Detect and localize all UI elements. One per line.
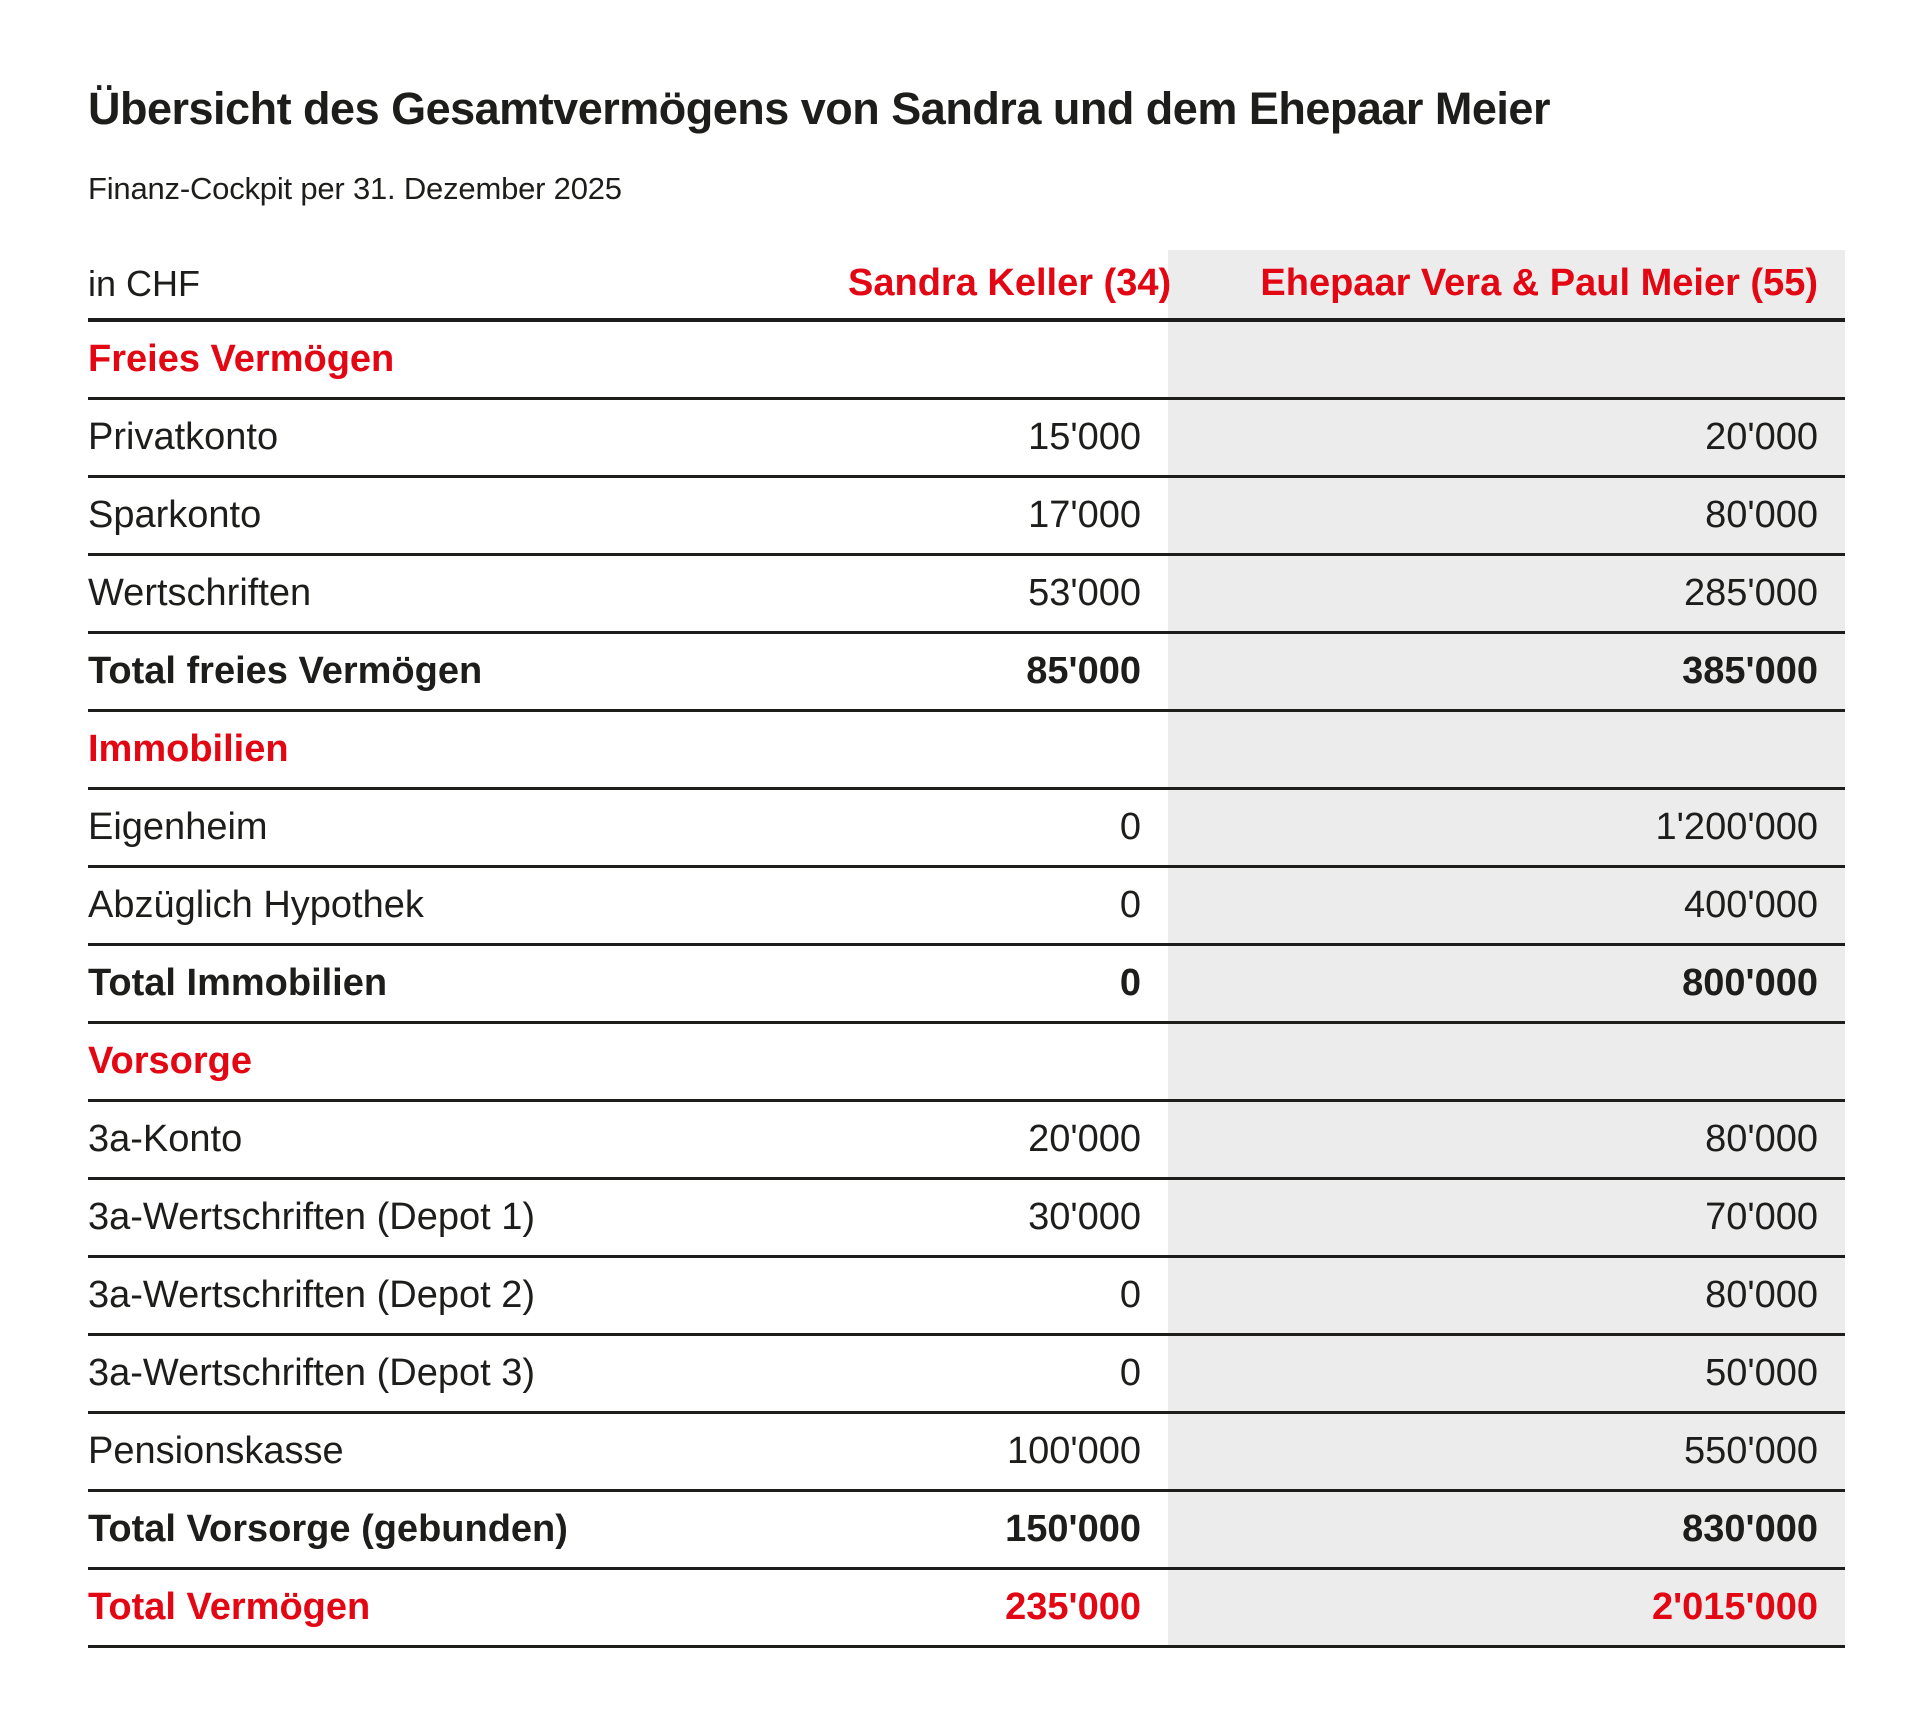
row-label: Total freies Vermögen	[88, 649, 483, 692]
row-label: Total Vorsorge (gebunden)	[88, 1507, 568, 1550]
row-label: Privatkonto	[88, 415, 279, 458]
value-ehepaar: 80'000	[1705, 1117, 1818, 1160]
table-row-total	[88, 1492, 1845, 1570]
value-ehepaar: 285'000	[1683, 571, 1818, 614]
row-label: 3a-Wertschriften (Depot 3)	[88, 1351, 536, 1394]
value-sandra: 17'000	[1028, 493, 1141, 536]
table-row-grand_total	[88, 1570, 1845, 1648]
table-row-data	[88, 556, 1845, 634]
column-header-ehepaar: Ehepaar Vera & Paul Meier (55)	[1260, 262, 1818, 305]
value-sandra: 0	[1119, 883, 1141, 926]
value-ehepaar: 80'000	[1705, 493, 1818, 536]
table-row-total	[88, 634, 1845, 712]
asset-table-body	[88, 250, 1845, 1648]
row-label: Freies Vermögen	[88, 337, 395, 380]
value-ehepaar: 830'000	[1682, 1507, 1818, 1550]
value-sandra: 235'000	[1005, 1585, 1141, 1628]
table-row-data	[88, 478, 1845, 556]
row-label: Eigenheim	[88, 805, 268, 848]
value-ehepaar: 20'000	[1705, 415, 1818, 458]
table-row-section	[88, 1024, 1845, 1102]
value-ehepaar: 2'015'000	[1651, 1585, 1818, 1628]
value-sandra: 150'000	[1005, 1507, 1141, 1550]
row-label: Abzüglich Hypothek	[88, 883, 424, 926]
table-row-data	[88, 1180, 1845, 1258]
value-sandra: 85'000	[1026, 649, 1141, 692]
table-row-data	[88, 400, 1845, 478]
table-header-row	[88, 250, 1845, 322]
value-sandra: 100'000	[1006, 1429, 1141, 1472]
value-ehepaar: 385'000	[1682, 649, 1818, 692]
value-ehepaar: 50'000	[1705, 1351, 1818, 1394]
value-sandra: 20'000	[1028, 1117, 1141, 1160]
table-row-data	[88, 1258, 1845, 1336]
row-label: Immobilien	[88, 727, 289, 770]
table-row-data	[88, 868, 1845, 946]
page-title: Übersicht des Gesamtvermögens von Sandra und dem Ehepaar Meier	[88, 83, 1550, 134]
asset-overview-table	[88, 250, 1845, 1648]
row-label: Total Immobilien	[88, 961, 388, 1004]
value-sandra: 0	[1119, 1273, 1141, 1316]
value-ehepaar: 800'000	[1682, 961, 1818, 1004]
page-subtitle: Finanz-Cockpit per 31. Dezember 2025	[88, 171, 622, 206]
row-label: 3a-Konto	[88, 1117, 243, 1160]
value-ehepaar: 1'200'000	[1655, 805, 1818, 848]
row-label: Sparkonto	[88, 493, 262, 536]
value-sandra: 15'000	[1028, 415, 1141, 458]
value-ehepaar: 70'000	[1705, 1195, 1818, 1238]
table-row-data	[88, 1414, 1845, 1492]
table-row-data	[88, 790, 1845, 868]
table-row-section	[88, 322, 1845, 400]
row-label: 3a-Wertschriften (Depot 2)	[88, 1273, 536, 1316]
unit-label: in CHF	[88, 263, 201, 305]
value-sandra: 0	[1119, 805, 1141, 848]
row-label: Wertschriften	[88, 571, 312, 614]
value-ehepaar: 400'000	[1683, 883, 1818, 926]
row-label: Vorsorge	[88, 1039, 253, 1082]
row-label: 3a-Wertschriften (Depot 1)	[88, 1195, 536, 1238]
row-label: Total Vermögen	[88, 1585, 371, 1628]
table-row-data	[88, 1336, 1845, 1414]
value-sandra: 0	[1119, 961, 1141, 1004]
value-sandra: 30'000	[1028, 1195, 1141, 1238]
value-sandra: 0	[1119, 1351, 1141, 1394]
value-ehepaar: 80'000	[1705, 1273, 1818, 1316]
row-label: Pensionskasse	[88, 1429, 344, 1472]
value-ehepaar: 550'000	[1683, 1429, 1818, 1472]
table-row-total	[88, 946, 1845, 1024]
table-row-data	[88, 1102, 1845, 1180]
value-sandra: 53'000	[1028, 571, 1141, 614]
column-header-sandra: Sandra Keller (34)	[848, 262, 1172, 305]
table-row-section	[88, 712, 1845, 790]
